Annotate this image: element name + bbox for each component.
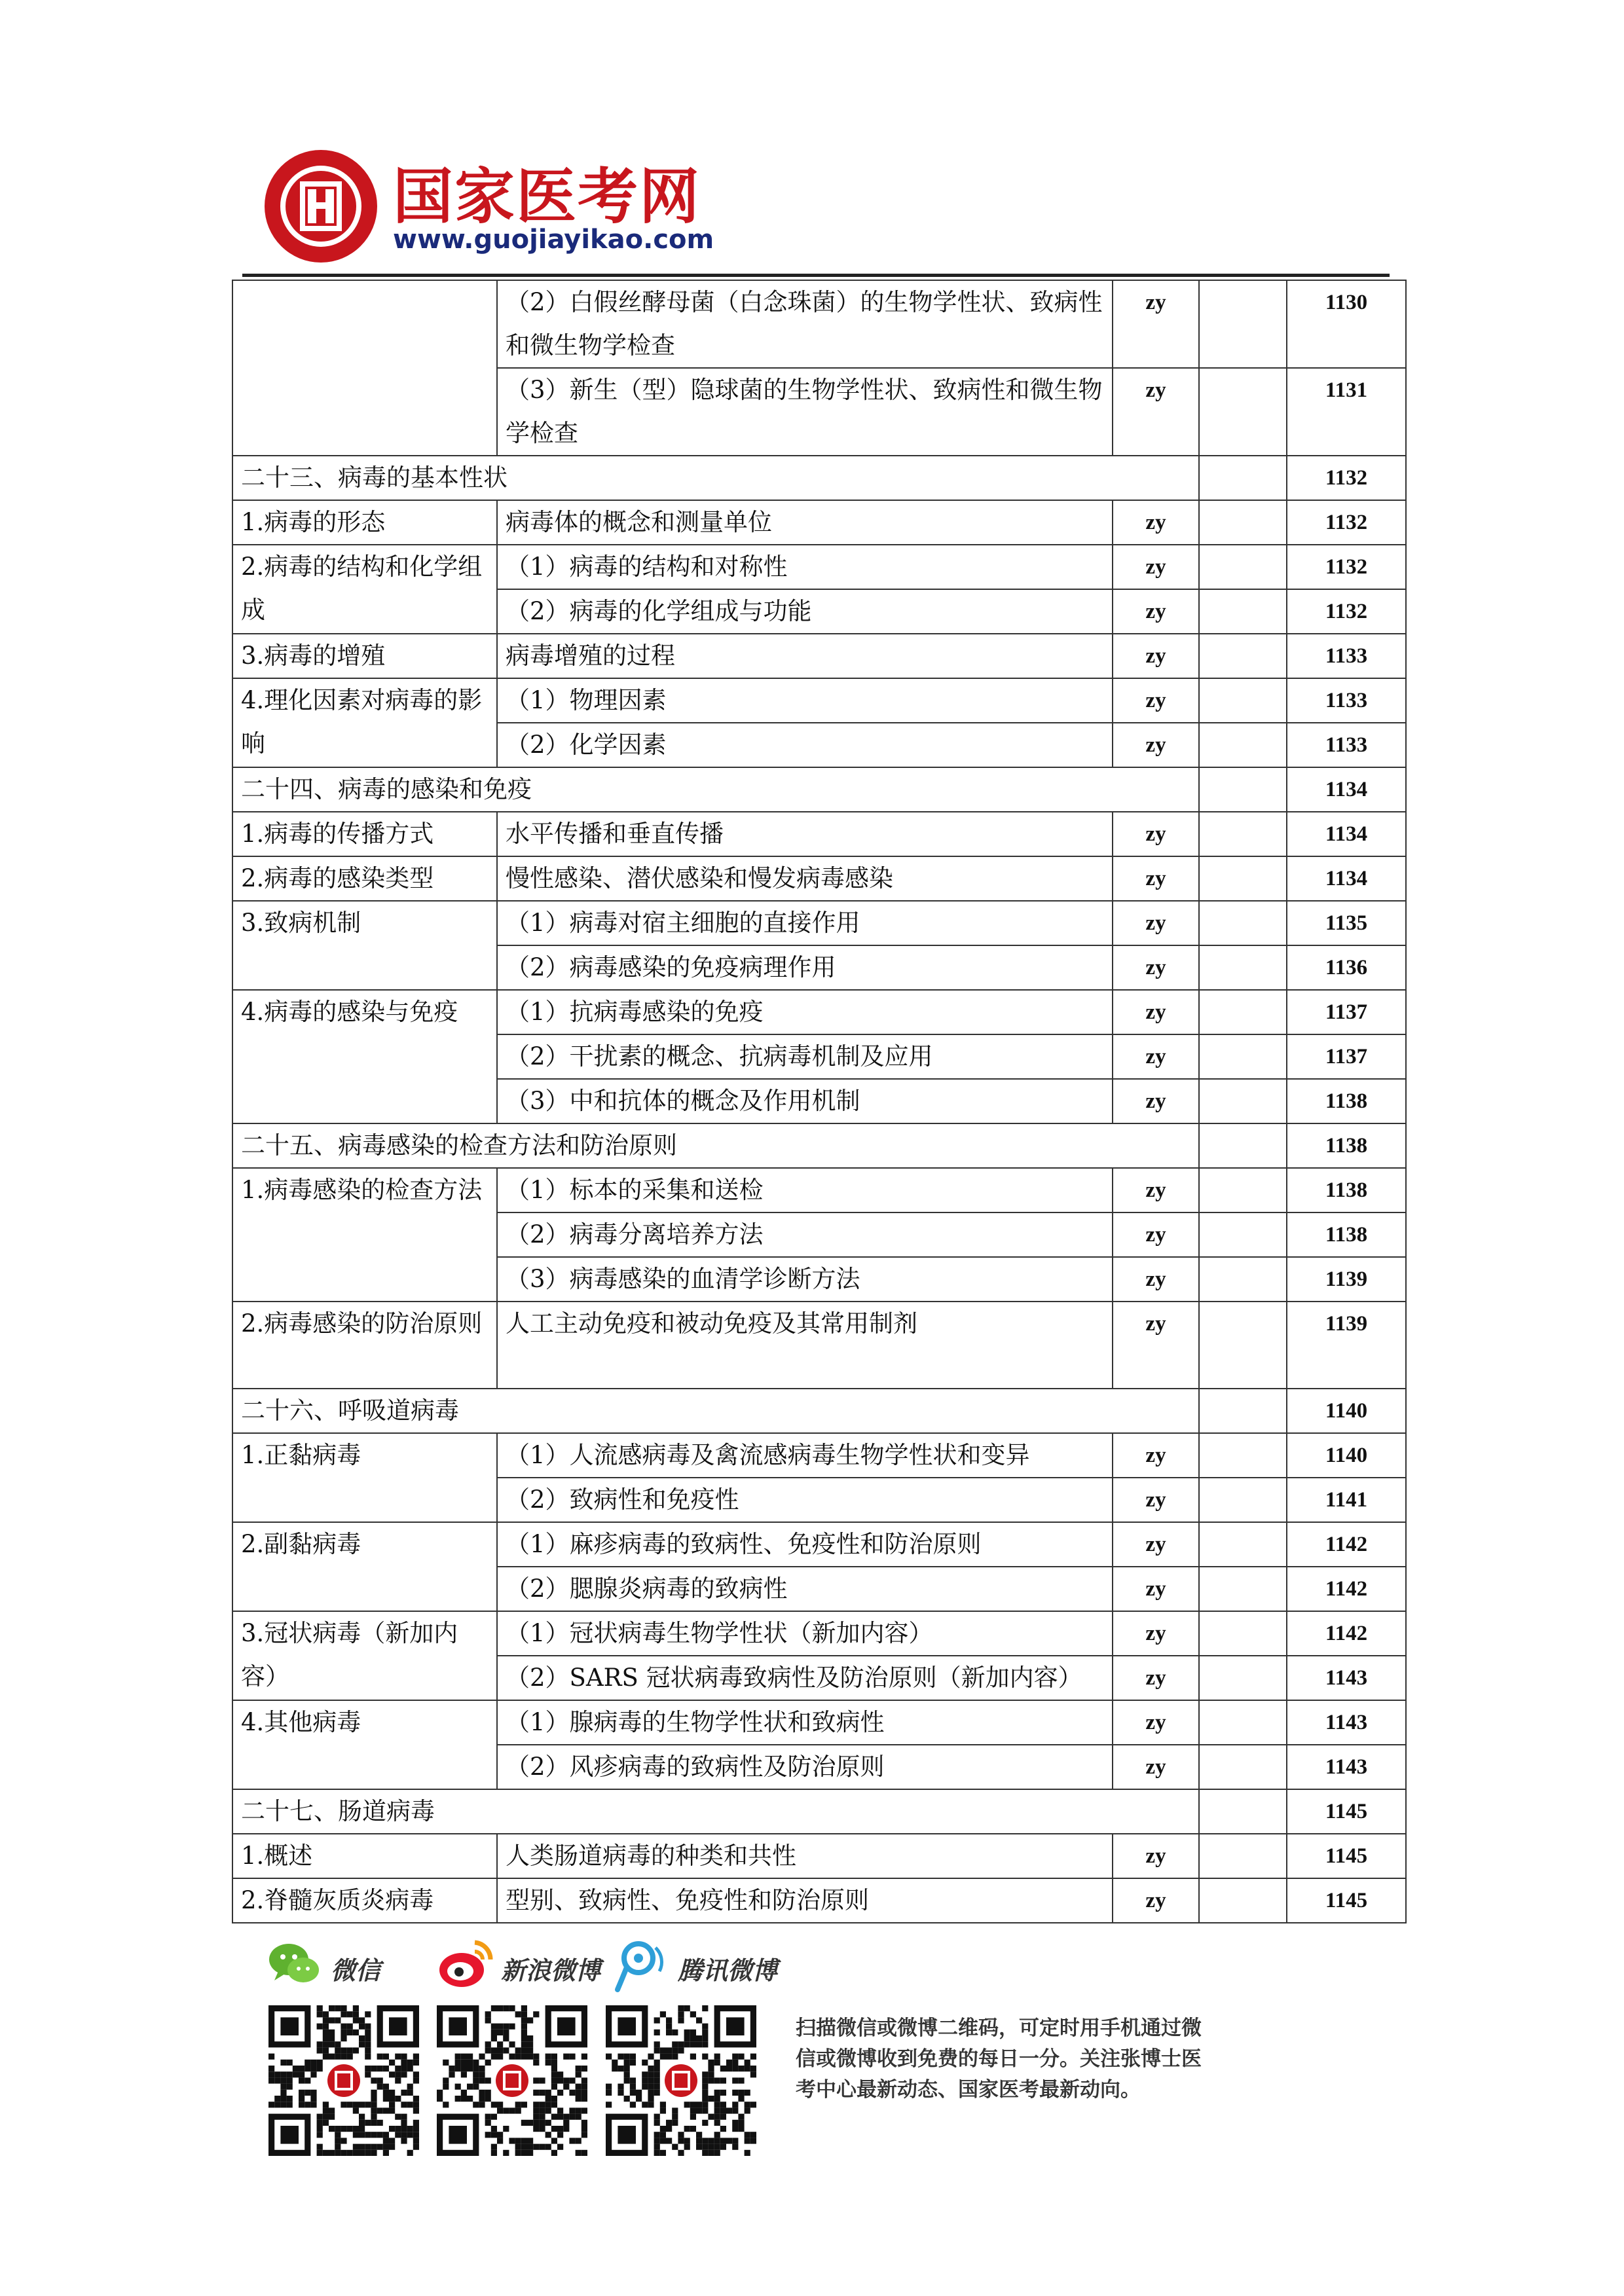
empty-cell — [1199, 545, 1287, 589]
empty-cell — [1199, 901, 1287, 945]
point-cell: （2）干扰素的概念、抗病毒机制及应用 — [497, 1034, 1113, 1079]
level-cell: zy — [1113, 1079, 1199, 1123]
level-cell: zy — [1113, 901, 1199, 945]
page-cell: 1142 — [1287, 1611, 1406, 1656]
point-cell: 人工主动免疫和被动免疫及其常用制剂 — [497, 1302, 1113, 1389]
page-cell: 1132 — [1287, 500, 1406, 545]
unit-cell: 1.病毒的形态 — [232, 500, 497, 545]
section-row — [232, 1389, 1406, 1433]
social-footer — [265, 1935, 1202, 2157]
empty-cell — [1199, 945, 1287, 990]
wechat-link[interactable] — [265, 1935, 429, 1994]
empty-cell — [1199, 1079, 1287, 1123]
page-cell: 1134 — [1287, 767, 1406, 812]
unit-cell: 2.副黏病毒 — [232, 1522, 497, 1611]
section-title-cell: 二十五、病毒感染的检查方法和防治原则 — [232, 1123, 1199, 1168]
page-cell: 1138 — [1287, 1212, 1406, 1257]
empty-cell — [1199, 500, 1287, 545]
section-row — [232, 1789, 1406, 1834]
page-cell: 1140 — [1287, 1433, 1406, 1478]
point-cell: （2）致病性和免疫性 — [497, 1478, 1113, 1522]
empty-cell — [1199, 856, 1287, 901]
table-row — [232, 990, 1406, 1034]
empty-cell — [1199, 1789, 1287, 1834]
level-cell: zy — [1113, 1257, 1199, 1302]
weibo-qr-code[interactable] — [437, 2005, 587, 2156]
level-cell: zy — [1113, 1034, 1199, 1079]
empty-cell — [1199, 1745, 1287, 1789]
tencent-weibo-link[interactable] — [612, 1935, 802, 1994]
tencent-weibo-qr-code[interactable] — [606, 2005, 756, 2156]
point-cell: （1）病毒的结构和对称性 — [497, 545, 1113, 589]
brand-name: 国家医考网 — [393, 162, 701, 232]
table-row — [232, 634, 1406, 678]
point-cell: （1）病毒对宿主细胞的直接作用 — [497, 901, 1113, 945]
page-cell: 1139 — [1287, 1257, 1406, 1302]
page-cell: 1145 — [1287, 1878, 1406, 1923]
level-cell: zy — [1113, 1302, 1199, 1389]
section-title-cell: 二十七、肠道病毒 — [232, 1789, 1199, 1834]
point-cell: （1）抗病毒感染的免疫 — [497, 990, 1113, 1034]
unit-cell — [232, 280, 497, 456]
page-cell: 1135 — [1287, 901, 1406, 945]
unit-cell: 1.病毒的传播方式 — [232, 812, 497, 856]
unit-cell: 2.脊髓灰质炎病毒 — [232, 1878, 497, 1923]
section-row — [232, 1123, 1406, 1168]
table-row — [232, 901, 1406, 945]
point-cell: （1）标本的采集和送检 — [497, 1168, 1113, 1212]
level-cell: zy — [1113, 1656, 1199, 1700]
page-cell: 1134 — [1287, 856, 1406, 901]
empty-cell — [1199, 1478, 1287, 1522]
page-cell: 1145 — [1287, 1789, 1406, 1834]
point-cell: （3）新生（型）隐球菌的生物学性状、致病性和微生物学检查 — [497, 368, 1113, 456]
empty-cell — [1199, 767, 1287, 812]
page-cell: 1131 — [1287, 368, 1406, 456]
site-header — [262, 147, 720, 265]
point-cell: （2）SARS 冠状病毒致病性及防治原则（新加内容） — [497, 1656, 1113, 1700]
level-cell: zy — [1113, 945, 1199, 990]
weibo-link[interactable] — [435, 1935, 619, 1994]
unit-cell: 1.概述 — [232, 1834, 497, 1878]
point-cell: （1）麻疹病毒的致病性、免疫性和防治原则 — [497, 1522, 1113, 1567]
table-row — [232, 1700, 1406, 1745]
page-cell: 1143 — [1287, 1656, 1406, 1700]
empty-cell — [1199, 1700, 1287, 1745]
tencent-weibo-label: 腾讯微博 — [678, 1956, 778, 1985]
unit-cell: 1.正黏病毒 — [232, 1433, 497, 1522]
page-cell: 1137 — [1287, 990, 1406, 1034]
table-row — [232, 1878, 1406, 1923]
empty-cell — [1199, 1611, 1287, 1656]
level-cell: zy — [1113, 1834, 1199, 1878]
table-row — [232, 856, 1406, 901]
point-cell: 病毒增殖的过程 — [497, 634, 1113, 678]
page-cell: 1138 — [1287, 1079, 1406, 1123]
empty-cell — [1199, 1878, 1287, 1923]
wechat-icon — [265, 1935, 324, 1994]
table-row — [232, 678, 1406, 723]
point-cell: 慢性感染、潜伏感染和慢发病毒感染 — [497, 856, 1113, 901]
level-cell: zy — [1113, 1168, 1199, 1212]
section-title-cell: 二十六、呼吸道病毒 — [232, 1389, 1199, 1433]
table-row — [232, 1611, 1406, 1656]
page-cell: 1142 — [1287, 1567, 1406, 1611]
level-cell: zy — [1113, 1433, 1199, 1478]
empty-cell — [1199, 1123, 1287, 1168]
empty-cell — [1199, 1567, 1287, 1611]
unit-cell: 4.其他病毒 — [232, 1700, 497, 1789]
page-cell: 1139 — [1287, 1302, 1406, 1389]
unit-cell: 4.理化因素对病毒的影响 — [232, 678, 497, 767]
table-row — [232, 812, 1406, 856]
tencent-weibo-icon — [612, 1935, 671, 1994]
page-cell: 1143 — [1287, 1745, 1406, 1789]
unit-cell: 3.冠状病毒（新加内容） — [232, 1611, 497, 1700]
point-cell: （2）腮腺炎病毒的致病性 — [497, 1567, 1113, 1611]
page-cell: 1130 — [1287, 280, 1406, 368]
point-cell: （2）白假丝酵母菌（白念珠菌）的生物学性状、致病性和微生物学检查 — [497, 280, 1113, 368]
page-cell: 1133 — [1287, 634, 1406, 678]
point-cell: （1）腺病毒的生物学性状和致病性 — [497, 1700, 1113, 1745]
empty-cell — [1199, 1034, 1287, 1079]
section-row — [232, 767, 1406, 812]
unit-cell: 3.致病机制 — [232, 901, 497, 990]
point-cell: 病毒体的概念和测量单位 — [497, 500, 1113, 545]
empty-cell — [1199, 990, 1287, 1034]
brand-url[interactable]: www.guojiayikao.com — [393, 225, 714, 255]
point-cell: （2）病毒分离培养方法 — [497, 1212, 1113, 1257]
level-cell: zy — [1113, 634, 1199, 678]
table-row — [232, 1302, 1406, 1389]
point-cell: 型别、致病性、免疫性和防治原则 — [497, 1878, 1113, 1923]
unit-cell: 4.病毒的感染与免疫 — [232, 990, 497, 1123]
level-cell: zy — [1113, 545, 1199, 589]
empty-cell — [1199, 368, 1287, 456]
level-cell: zy — [1113, 589, 1199, 634]
empty-cell — [1199, 634, 1287, 678]
section-title-cell: 二十三、病毒的基本性状 — [232, 456, 1199, 500]
empty-cell — [1199, 1212, 1287, 1257]
page-cell: 1132 — [1287, 545, 1406, 589]
empty-cell — [1199, 1257, 1287, 1302]
unit-cell: 1.病毒感染的检查方法 — [232, 1168, 497, 1302]
point-cell: （3）中和抗体的概念及作用机制 — [497, 1079, 1113, 1123]
level-cell: zy — [1113, 1878, 1199, 1923]
level-cell: zy — [1113, 812, 1199, 856]
empty-cell — [1199, 589, 1287, 634]
level-cell: zy — [1113, 1700, 1199, 1745]
page-cell: 1133 — [1287, 678, 1406, 723]
weibo-icon — [435, 1935, 494, 1994]
page-cell: 1134 — [1287, 812, 1406, 856]
header-divider — [242, 274, 1390, 277]
empty-cell — [1199, 812, 1287, 856]
empty-cell — [1199, 1433, 1287, 1478]
level-cell: zy — [1113, 368, 1199, 456]
table-row — [232, 1834, 1406, 1878]
logo-emblem-icon — [262, 147, 380, 265]
level-cell: zy — [1113, 723, 1199, 767]
empty-cell — [1199, 280, 1287, 368]
empty-cell — [1199, 1302, 1287, 1389]
wechat-label: 微信 — [331, 1956, 381, 1985]
page-cell: 1132 — [1287, 589, 1406, 634]
page-cell: 1133 — [1287, 723, 1406, 767]
empty-cell — [1199, 678, 1287, 723]
page-cell: 1136 — [1287, 945, 1406, 990]
table-row — [232, 545, 1406, 589]
level-cell: zy — [1113, 678, 1199, 723]
empty-cell — [1199, 1168, 1287, 1212]
table-row — [232, 1168, 1406, 1212]
page-cell: 1137 — [1287, 1034, 1406, 1079]
point-cell: （2）化学因素 — [497, 723, 1113, 767]
point-cell: （2）风疹病毒的致病性及防治原则 — [497, 1745, 1113, 1789]
table-row — [232, 1522, 1406, 1567]
level-cell: zy — [1113, 1522, 1199, 1567]
point-cell: （1）物理因素 — [497, 678, 1113, 723]
page-cell: 1132 — [1287, 456, 1406, 500]
level-cell: zy — [1113, 280, 1199, 368]
point-cell: （2）病毒感染的免疫病理作用 — [497, 945, 1113, 990]
unit-cell: 3.病毒的增殖 — [232, 634, 497, 678]
table-row — [232, 500, 1406, 545]
level-cell: zy — [1113, 990, 1199, 1034]
page-cell: 1143 — [1287, 1700, 1406, 1745]
level-cell: zy — [1113, 1611, 1199, 1656]
empty-cell — [1199, 1656, 1287, 1700]
point-cell: （3）病毒感染的血清学诊断方法 — [497, 1257, 1113, 1302]
unit-cell: 2.病毒的结构和化学组成 — [232, 545, 497, 634]
empty-cell — [1199, 1389, 1287, 1433]
unit-cell: 2.病毒感染的防治原则 — [232, 1302, 497, 1389]
page-cell: 1141 — [1287, 1478, 1406, 1522]
level-cell: zy — [1113, 856, 1199, 901]
table-row — [232, 1433, 1406, 1478]
page-cell: 1140 — [1287, 1389, 1406, 1433]
page-cell: 1138 — [1287, 1123, 1406, 1168]
level-cell: zy — [1113, 1478, 1199, 1522]
point-cell: 人类肠道病毒的种类和共性 — [497, 1834, 1113, 1878]
page-cell: 1138 — [1287, 1168, 1406, 1212]
level-cell: zy — [1113, 500, 1199, 545]
empty-cell — [1199, 1522, 1287, 1567]
level-cell: zy — [1113, 1212, 1199, 1257]
point-cell: （1）冠状病毒生物学性状（新加内容） — [497, 1611, 1113, 1656]
point-cell: （2）病毒的化学组成与功能 — [497, 589, 1113, 634]
qr-instructions: 扫描微信或微博二维码，可定时用手机通过微信或微博收到免费的每日一分。关注张博士医考中心最新动态、国家医考最新动向。 — [796, 2016, 1202, 2102]
section-title-cell: 二十四、病毒的感染和免疫 — [232, 767, 1199, 812]
point-cell: 水平传播和垂直传播 — [497, 812, 1113, 856]
page-cell: 1145 — [1287, 1834, 1406, 1878]
unit-cell: 2.病毒的感染类型 — [232, 856, 497, 901]
empty-cell — [1199, 723, 1287, 767]
section-row — [232, 456, 1406, 500]
table-row — [232, 280, 1406, 368]
empty-cell — [1199, 1834, 1287, 1878]
wechat-qr-code[interactable] — [268, 2005, 419, 2156]
level-cell: zy — [1113, 1745, 1199, 1789]
page-cell: 1142 — [1287, 1522, 1406, 1567]
point-cell: （1）人流感病毒及禽流感病毒生物学性状和变异 — [497, 1433, 1113, 1478]
empty-cell — [1199, 456, 1287, 500]
level-cell: zy — [1113, 1567, 1199, 1611]
syllabus-table — [232, 280, 1407, 1923]
weibo-label: 新浪微博 — [501, 1956, 601, 1985]
